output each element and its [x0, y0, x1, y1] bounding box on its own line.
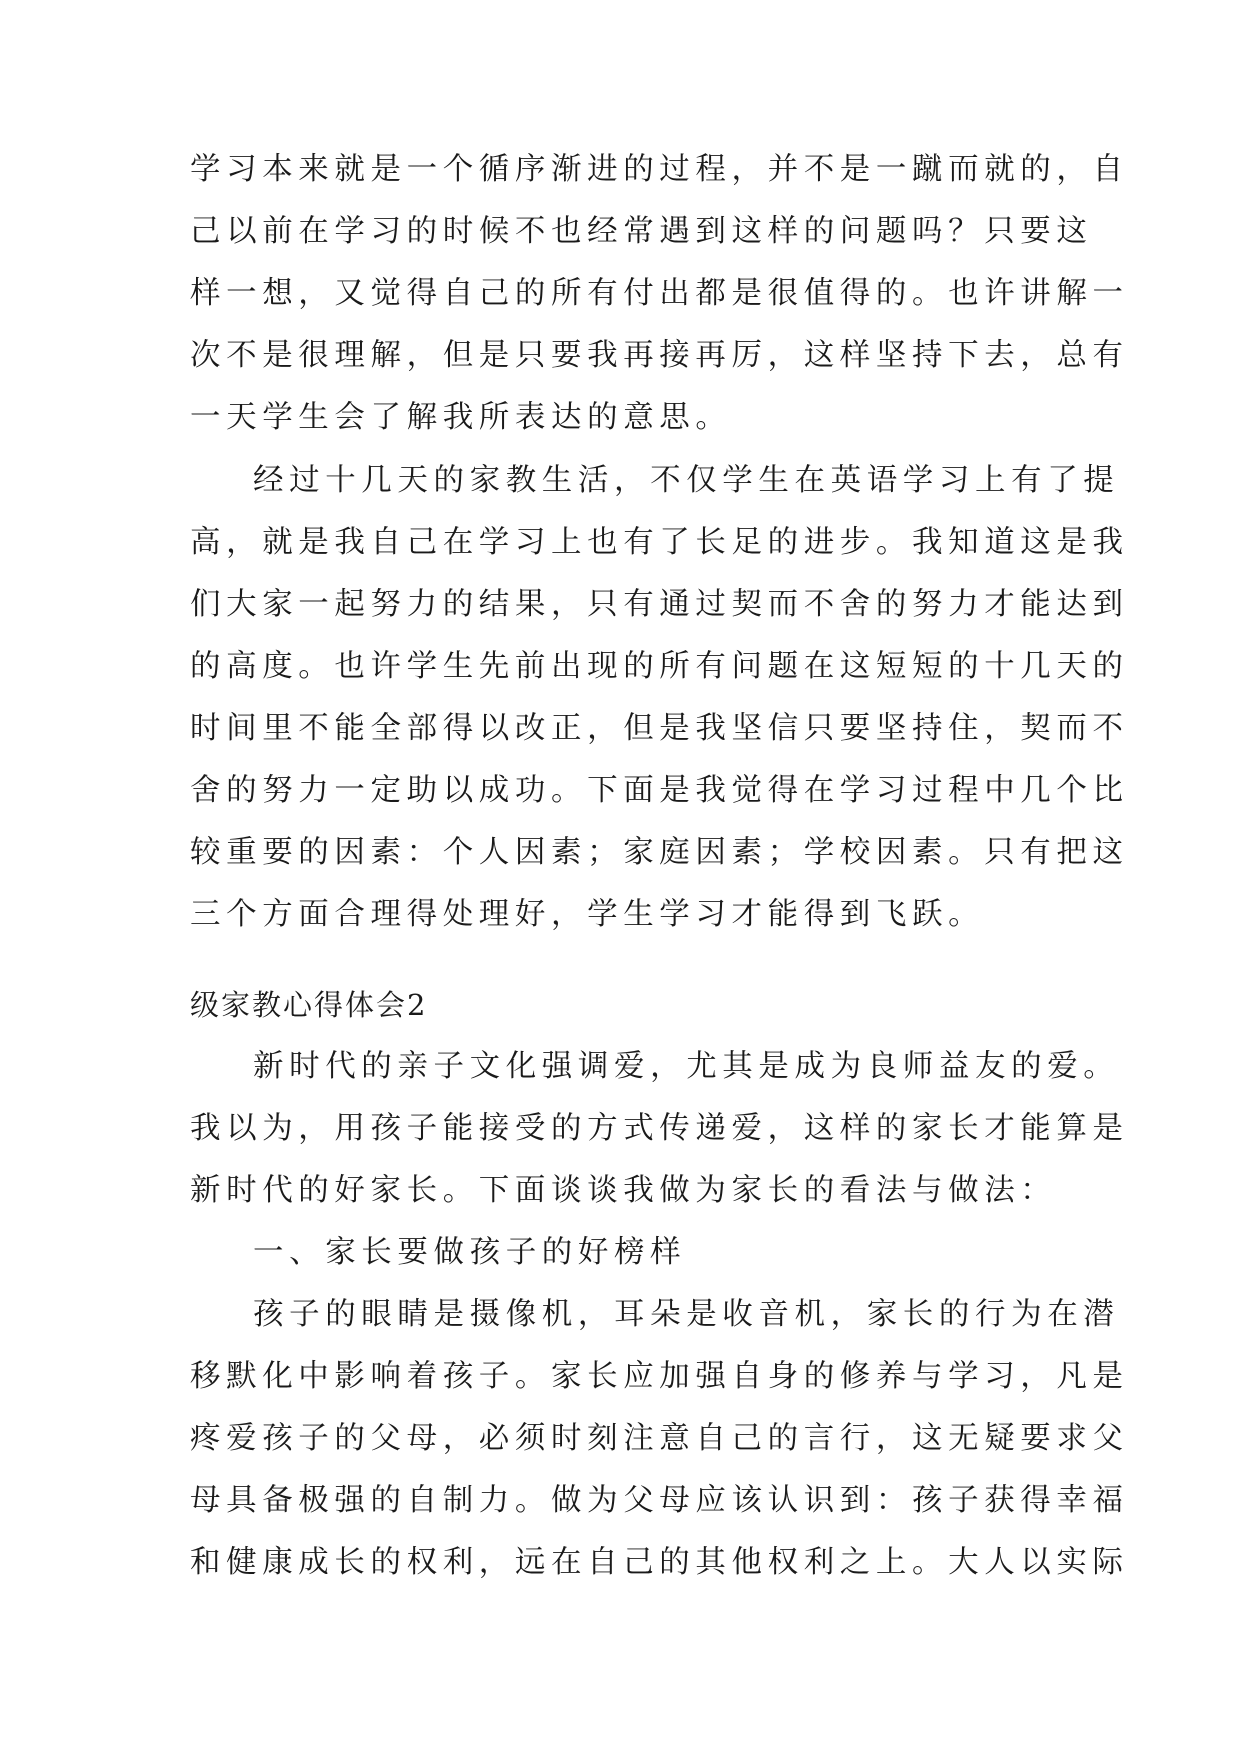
paragraph-line: 新时代的亲子文化强调爱，尤其是成为良师益友的爱。 [253, 1049, 1120, 1084]
subheading: 一、家长要做孩子的好榜样 [253, 1235, 687, 1270]
paragraph-line: 新时代的好家长。下面谈谈我做为家长的看法与做法： [190, 1173, 1057, 1208]
paragraph-line: 孩子的眼睛是摄像机，耳朵是收音机，家长的行为在潜 [253, 1297, 1120, 1332]
paragraph-line: 学习本来就是一个循序渐进的过程，并不是一蹴而就的，自 [190, 152, 1129, 187]
paragraph-line: 时间里不能全部得以改正，但是我坚信只要坚持住，契而不 [190, 711, 1129, 746]
paragraph-line: 一天学生会了解我所表达的意思。 [190, 400, 732, 435]
paragraph-line: 们大家一起努力的结果，只有通过契而不舍的努力才能达到 [190, 587, 1129, 622]
paragraph-line: 样一想，又觉得自己的所有付出都是很值得的。也许讲解一 [190, 276, 1129, 311]
paragraph-line: 较重要的因素：个人因素；家庭因素；学校因素。只有把这 [190, 835, 1129, 870]
paragraph-line: 疼爱孩子的父母，必须时刻注意自己的言行，这无疑要求父 [190, 1421, 1129, 1456]
section-heading: 级家教心得体会2 [190, 988, 428, 1022]
paragraph-line: 母具备极强的自制力。做为父母应该认识到：孩子获得幸福 [190, 1483, 1129, 1518]
paragraph-line: 经过十几天的家教生活，不仅学生在英语学习上有了提 [253, 463, 1120, 498]
paragraph-line: 移默化中影响着孩子。家长应加强自身的修养与学习，凡是 [190, 1359, 1129, 1394]
paragraph-line: 高，就是我自己在学习上也有了长足的进步。我知道这是我 [190, 525, 1129, 560]
paragraph-line: 舍的努力一定助以成功。下面是我觉得在学习过程中几个比 [190, 773, 1129, 808]
paragraph-line: 己以前在学习的时候不也经常遇到这样的问题吗？只要这 [190, 214, 1093, 249]
paragraph-line: 次不是很理解，但是只要我再接再厉，这样坚持下去，总有 [190, 338, 1129, 373]
paragraph-line: 三个方面合理得处理好，学生学习才能得到飞跃。 [190, 897, 985, 932]
paragraph-line: 和健康成长的权利，远在自己的其他权利之上。大人以实际 [190, 1545, 1129, 1580]
paragraph-line: 的高度。也许学生先前出现的所有问题在这短短的十几天的 [190, 649, 1129, 684]
paragraph-line: 我以为，用孩子能接受的方式传递爱，这样的家长才能算是 [190, 1111, 1129, 1146]
